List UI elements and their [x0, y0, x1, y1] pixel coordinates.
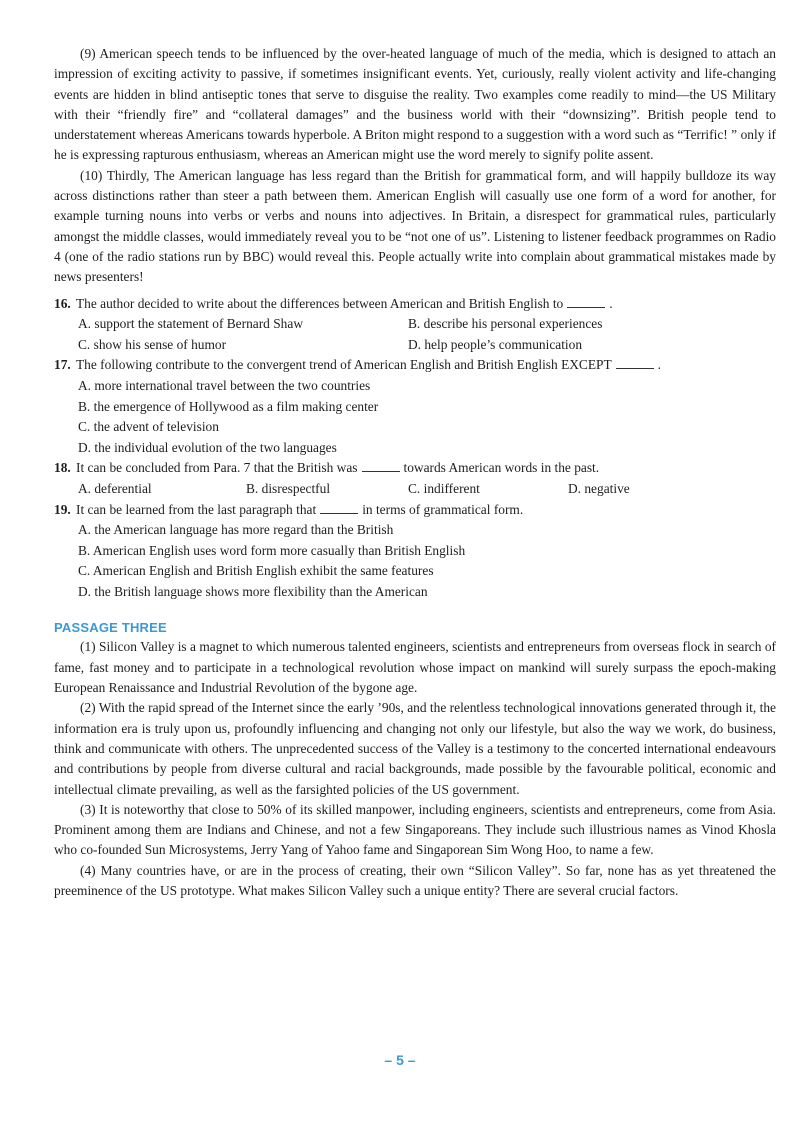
option-a[interactable]: A. the American language has more regard than the British — [78, 522, 394, 538]
passage-three-paragraph-4: (4) Many countries have, or are in the process of creating, their own “Silicon Valley”. So far, none has as yet threatened the preeminence of the US prototype. What makes Silicon Valley such a unique entity? There are several crucial factors. — [54, 862, 776, 899]
question-end: . — [609, 295, 613, 311]
passage-three-paragraph-2: (2) With the rapid spread of the Internet since the early ’90s, and the relentless technological innovations generated through it, the information era is truly upon us, profoundly influencing and changing not only our lifestyle, but also the way we work, do business, think and communicate with others. The unprecedented success of the Valley is a testimony to the concerted international endeavours and contributions by people from diverse cultural and racial backgrounds, made possible by the favourable political, economic and intellectual climate prevailing, as well as the farsighted policies of the US government. — [54, 700, 776, 797]
question-18 — [54, 458, 776, 499]
question-number: 16. — [54, 295, 71, 311]
answer-blank — [320, 502, 358, 514]
question-end: . — [657, 357, 662, 373]
passage-three-paragraph-1: (1) Silicon Valley is a magnet to which numerous talented engineers, scientists and entrepreneurs from overseas flock in search of fame, fast money and to participate in a technological revolution whose impact on mankind will surely surpass the epoch-making European Renaissance and Industrial Revolution of the bygone age. — [54, 639, 776, 696]
option-c[interactable]: C. the advent of television — [78, 419, 219, 435]
option-b[interactable]: B. American English uses word form more casually than British English — [78, 542, 466, 558]
option-b[interactable]: B. describe his personal experiences — [408, 316, 603, 332]
question-stem: The author decided to write about the differences between American and British English to — [76, 295, 564, 311]
option-d[interactable]: D. the British language shows more flexibility than the American — [78, 583, 428, 599]
question-19 — [54, 500, 776, 603]
option-b[interactable]: B. disrespectful — [246, 480, 331, 496]
question-stem-end: in terms of grammatical form. — [362, 501, 524, 517]
option-b[interactable]: B. the emergence of Hollywood as a film making center — [78, 398, 379, 414]
paragraph-9: (9) American speech tends to be influenced by the over-heated language of much of the media, which is designed to attach an impression of exciting activity to passive, if sometimes insignificant events. Yet, curiously, really violent activity and life-changing events are hidden in blind antiseptic tones that serve to disguise the reality. Two examples come readily to mind—the US Military with their “friendly fire” and “collateral damages” and the business world with their “downsizing”. British people tend to understatement whereas Americans towards hyperbole. A Briton might respond to a suggestion with a word such as “Terrific! ” only if he is expressing rapturous enthusiasm, whereas an American might use the word merely to signify polite assent. — [54, 46, 776, 163]
question-number: 19. — [54, 501, 71, 517]
option-a[interactable]: A. support the statement of Bernard Shaw — [78, 316, 303, 332]
passage-three-paragraph-3: (3) It is noteworthy that close to 50% of its skilled manpower, including engineers, scientists and entrepreneurs, come from Asia. Prominent among them are Indians and Chinese, and not a few Singaporeans. They include such illustrious names as Vinod Khosla who co-founded Sun Microsystems, Jerry Yang of Yahoo fame and Singaporean Sim Wong Hoo, to name a few. — [54, 801, 776, 858]
page-content — [54, 44, 776, 901]
question-17 — [54, 355, 776, 458]
answer-blank — [616, 357, 654, 369]
question-stem-end: towards American words in the past. — [403, 460, 600, 476]
option-c[interactable]: C. show his sense of humor — [78, 336, 227, 352]
paragraph-10: (10) Thirdly, The American language has less regard than the British for grammatical form, and will happily bulldoze its way across distinctions rather than steer a path between them. American English will casually use one form of a word for another, for example turning nouns into verbs or verbs and nouns into adjectives. In Britain, a disrespect for grammatical rules, particularly amongst the middle classes, would immediately reveal you to be “not one of us”. Listening to listener feedback programmes on Radio 4 (one of the radio stations run by BBC) would reveal this. People actually write into complain about grammatical mistakes made by news presenters! — [54, 167, 776, 285]
question-number: 18. — [54, 460, 71, 476]
option-a[interactable]: A. deferential — [78, 480, 152, 496]
answer-blank — [362, 460, 400, 472]
option-d[interactable]: D. negative — [568, 480, 630, 496]
question-stem: It can be learned from the last paragraph that — [76, 501, 317, 517]
option-c[interactable]: C. American English and British English exhibit the same features — [78, 563, 434, 579]
question-stem: It can be concluded from Para. 7 that the British was — [76, 460, 358, 476]
question-number: 17. — [54, 357, 71, 373]
question-16 — [54, 294, 776, 356]
option-a[interactable]: A. more international travel between the two countries — [78, 377, 371, 393]
page-number: – 5 – — [384, 1052, 416, 1068]
option-d[interactable]: D. help people’s communication — [408, 336, 583, 352]
answer-blank — [567, 296, 605, 308]
option-c[interactable]: C. indifferent — [408, 480, 480, 496]
question-stem: The following contribute to the convergent trend of American English and British English EXCEPT — [76, 357, 612, 373]
passage-three-heading: PASSAGE THREE — [54, 620, 167, 636]
option-d[interactable]: D. the individual evolution of the two languages — [78, 439, 337, 455]
